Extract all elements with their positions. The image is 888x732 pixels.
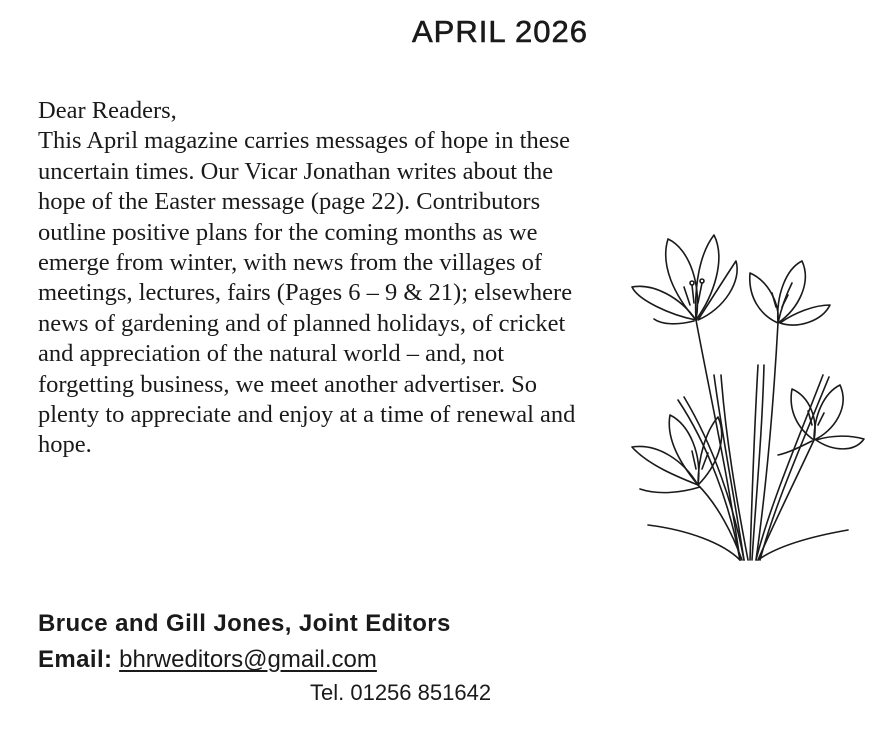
email-label: Email: [38,646,113,673]
editors-letter [38,96,598,461]
email-link[interactable]: bhrweditors@gmail.com [119,646,377,673]
salutation: Dear Readers, [38,97,177,124]
letter-body: This April magazine carries messages of hope in these uncertain times. Our Vicar Jonathan writes about the hope of the Easter message (page 22). Contributors outline positive plans for the coming months as we emerge from winter, with news from the villages of meetings, lectures, fairs (Pages 6 – 9 & 21); elsewhere news of gardening and of planned holidays, of cricket and appreciation of the natural world – and, not forgetting business, we meet another advertiser. So plenty to appreciate and enjoy at a time of renewal and hope. [38,127,576,459]
telephone: Tel. 01256 851642 [310,680,492,705]
editor-names: Bruce and Gill Jones, Joint Editors [38,610,451,637]
crocus-flowers-icon [618,225,880,565]
page-title: APRIL 2026 [411,14,589,49]
email-line [38,646,377,674]
